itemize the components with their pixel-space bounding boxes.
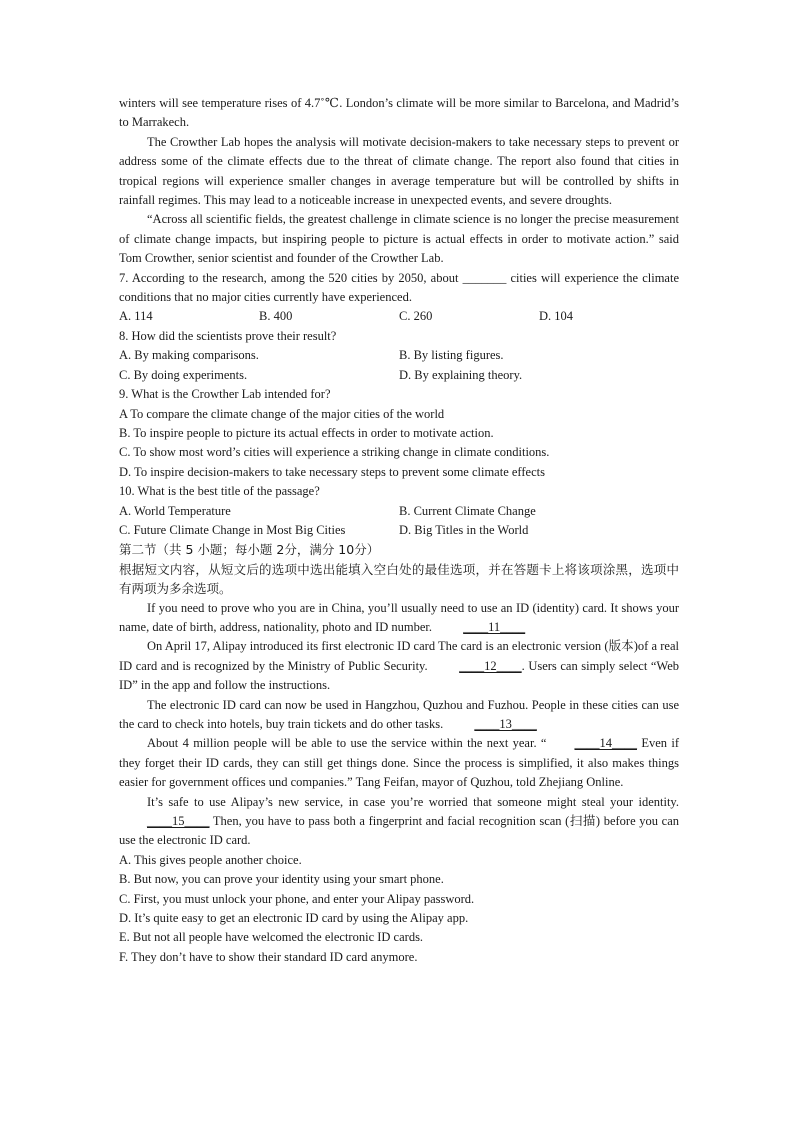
question-10-options-row2 bbox=[119, 521, 679, 540]
paragraph-text: . Users can simply select “Web ID” in the app and follow the instructions. bbox=[119, 658, 679, 693]
passage-paragraph: The Crowther Lab hopes the analysis will motivate decision-makers to take necessary steps to prevent or address some of the climate effects due to the threat of climate change. The report also found that cities in tropical regions will experience smaller changes in average temperature but will be controlled by shifts in rainfall regimes. This may lead to a noticeable increase in unexpected events, and severe droughts. bbox=[119, 134, 679, 208]
option-b: B. To inspire people to picture its actual effects in order to motivate action. bbox=[119, 425, 494, 440]
question-8-stem: 8. How did the scientists prove their result? bbox=[119, 328, 337, 343]
question-8-options-row1 bbox=[119, 346, 679, 365]
option-d: D. 104 bbox=[539, 309, 574, 324]
question-10-options-row1 bbox=[119, 502, 679, 521]
paragraph-text: It’s safe to use Alipay’s new service, in case you’re worried that someone might steal your identity. bbox=[147, 794, 679, 809]
passage2-paragraph bbox=[119, 696, 679, 735]
option-d: D. It’s quite easy to get an electronic ID card by using the Alipay app. bbox=[119, 911, 469, 926]
option-b: B. Current Climate Change bbox=[399, 503, 536, 518]
passage2-paragraph bbox=[119, 599, 679, 638]
option-c: C. 260 bbox=[399, 309, 433, 324]
passage2-paragraph bbox=[119, 793, 679, 851]
option-a: A To compare the climate change of the major cities of the world bbox=[119, 406, 445, 421]
blank-12: ____12____ bbox=[459, 658, 522, 673]
question-9-stem: 9. What is the Crowther Lab intended for? bbox=[119, 387, 331, 402]
section-2-instructions: 根据短文内容，从短文后的选项中选出能填入空白处的最佳选项，并在答题卡上将该项涂黑，选项中有两项为多余选项。 bbox=[119, 561, 679, 597]
paragraph-text: About 4 million people will be able to use the service within the next year. “ bbox=[147, 736, 547, 751]
option-c: C. Future Climate Change in Most Big Cities bbox=[119, 522, 346, 537]
option-a: A. 114 bbox=[119, 309, 153, 324]
option-a: A. World Temperature bbox=[119, 503, 231, 518]
paragraph-text: The electronic ID card can now be used in Hangzhou, Quzhou and Fuzhou. People in these cities can use the card to check into hotels, buy train tickets and do other tasks. bbox=[119, 697, 679, 731]
blank-13: ____13____ bbox=[474, 717, 537, 731]
option-c: C. By doing experiments. bbox=[119, 367, 248, 382]
option-b: B. 400 bbox=[259, 309, 293, 324]
question-7-stem: 7. According to the research, among the 520 cities by 2050, about _______ cities will experience the climate conditions that no major cities currently have experienced. bbox=[119, 270, 679, 305]
blank-15: ____15____ bbox=[147, 814, 210, 829]
passage2-paragraph bbox=[119, 734, 679, 792]
blank-11: ____11____ bbox=[463, 619, 526, 634]
option-a: A. By making comparisons. bbox=[119, 348, 259, 363]
question-7-options bbox=[119, 307, 679, 326]
option-f: F. They don’t have to show their standard ID card anymore. bbox=[119, 949, 418, 964]
paragraph-text: Even if they forget their ID cards, they can still get things done. Since the process is simplified, it also makes things easier for government offices und companies.” Tang Feifan, mayor of Quzhou, told Zhejiang Online. bbox=[119, 736, 679, 790]
paragraph-text: On April 17, Alipay introduced its first electronic ID card The card is an electronic version (版本)of a real ID card and is recognized by the Ministry of Public Security. bbox=[119, 639, 679, 673]
option-a: A. This gives people another choice. bbox=[119, 852, 302, 867]
option-d: D. Big Titles in the World bbox=[399, 522, 529, 537]
section-2-header: 第二节（共 5 小题；每小题 2分，满分 10分） bbox=[119, 542, 380, 558]
passage-paragraph: winters will see temperature rises of 4.7˚℃. London’s climate will be more similar to Barcelona, and Madrid’s to Marrakech. bbox=[119, 96, 679, 130]
option-e: E. But not all people have welcomed the electronic ID cards. bbox=[119, 930, 424, 945]
option-b: B. By listing figures. bbox=[399, 348, 504, 363]
option-c: C. First, you must unlock your phone, and enter your Alipay password. bbox=[119, 891, 475, 906]
option-c: C. To show most word’s cities will experience a striking change in climate conditions. bbox=[119, 445, 550, 460]
question-8-options-row2 bbox=[119, 366, 679, 385]
question-10-stem: 10. What is the best title of the passage? bbox=[119, 484, 320, 499]
passage-paragraph: “Across all scientific fields, the greatest challenge in climate science is no longer the precise measurement of climate change impacts, but inspiring people to picture is actual effects in order to motivate action.” said Tom Crowther, senior scientist and founder of the Crowther Lab. bbox=[119, 212, 679, 266]
passage2-paragraph bbox=[119, 637, 679, 695]
blank-14: ____14____ bbox=[574, 736, 637, 751]
option-d: D. To inspire decision-makers to take necessary steps to prevent some climate effects bbox=[119, 464, 545, 479]
option-d: D. By explaining theory. bbox=[399, 367, 523, 382]
paragraph-text: If you need to prove who you are in China, you’ll usually need to use an ID (identity) card. It shows your name, date of birth, address, nationality, photo and ID number. bbox=[119, 600, 679, 634]
exam-page bbox=[119, 94, 679, 967]
option-b: B. But now, you can prove your identity using your smart phone. bbox=[119, 872, 444, 887]
paragraph-text: Then, you have to pass both a fingerprint and facial recognition scan (扫描) before you can use the electronic ID card. bbox=[119, 814, 679, 848]
